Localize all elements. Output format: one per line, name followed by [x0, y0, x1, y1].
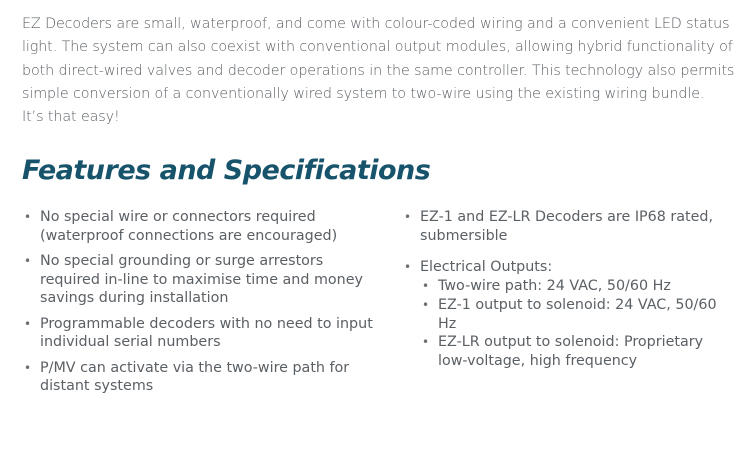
bullet-icon: • — [24, 360, 32, 375]
bullet-icon: • — [422, 279, 430, 294]
feature-text: EZ-1 and EZ-LR Decoders are IP68 rated, submersible — [420, 209, 714, 244]
list-item — [22, 315, 382, 352]
features-list-left — [22, 208, 382, 403]
sublist-item — [420, 277, 737, 296]
list-item — [22, 208, 382, 245]
bullet-icon: • — [404, 210, 412, 224]
bullet-icon: • — [24, 316, 32, 331]
features-list-right — [402, 208, 737, 377]
bullet-icon: • — [422, 297, 430, 312]
output-text: EZ-LR output to solenoid: Proprietary low-voltage, high frequency — [438, 334, 704, 369]
list-item — [22, 359, 382, 396]
output-text: EZ-1 output to solenoid: 24 VAC, 50/60 Hz — [438, 296, 717, 332]
bullet-icon: • — [422, 335, 430, 350]
list-item — [22, 252, 382, 308]
bullet-icon: • — [24, 210, 32, 224]
feature-text: No special wire or connectors required (waterproof connections are encouraged) — [40, 209, 338, 244]
outputs-sublist — [420, 277, 737, 371]
list-item — [402, 258, 737, 370]
sublist-item — [420, 296, 737, 333]
section-heading: Features and Specifications — [22, 155, 431, 186]
sublist-item — [420, 333, 737, 370]
feature-text: No special grounding or surge arrestors required in-line to maximise time and money savings during installation — [40, 253, 363, 307]
bullet-icon: • — [24, 254, 32, 268]
output-text: Two-wire path: 24 VAC, 50/60 Hz — [438, 278, 671, 295]
list-item — [402, 208, 737, 245]
outputs-label: Electrical Outputs: — [420, 259, 553, 276]
feature-text: Programmable decoders with no need to input individual serial numbers — [40, 315, 373, 351]
intro-closing: It’s that easy! — [22, 109, 120, 126]
intro-text: EZ Decoders are small, waterproof, and come with colour-coded wiring and a convenient LED status light. The system can also coexist with conventional output modules, allowing hybrid functionality of both direct-wired valves and decoder operations in the same controller. This technology also permits simple conversion of a conventionally wired system to two-wire using the existing wiring bundle. — [22, 16, 735, 102]
bullet-icon: • — [404, 260, 412, 275]
feature-text: P/MV can activate via the two-wire path for distant systems — [40, 359, 350, 395]
intro-paragraph — [22, 13, 737, 129]
